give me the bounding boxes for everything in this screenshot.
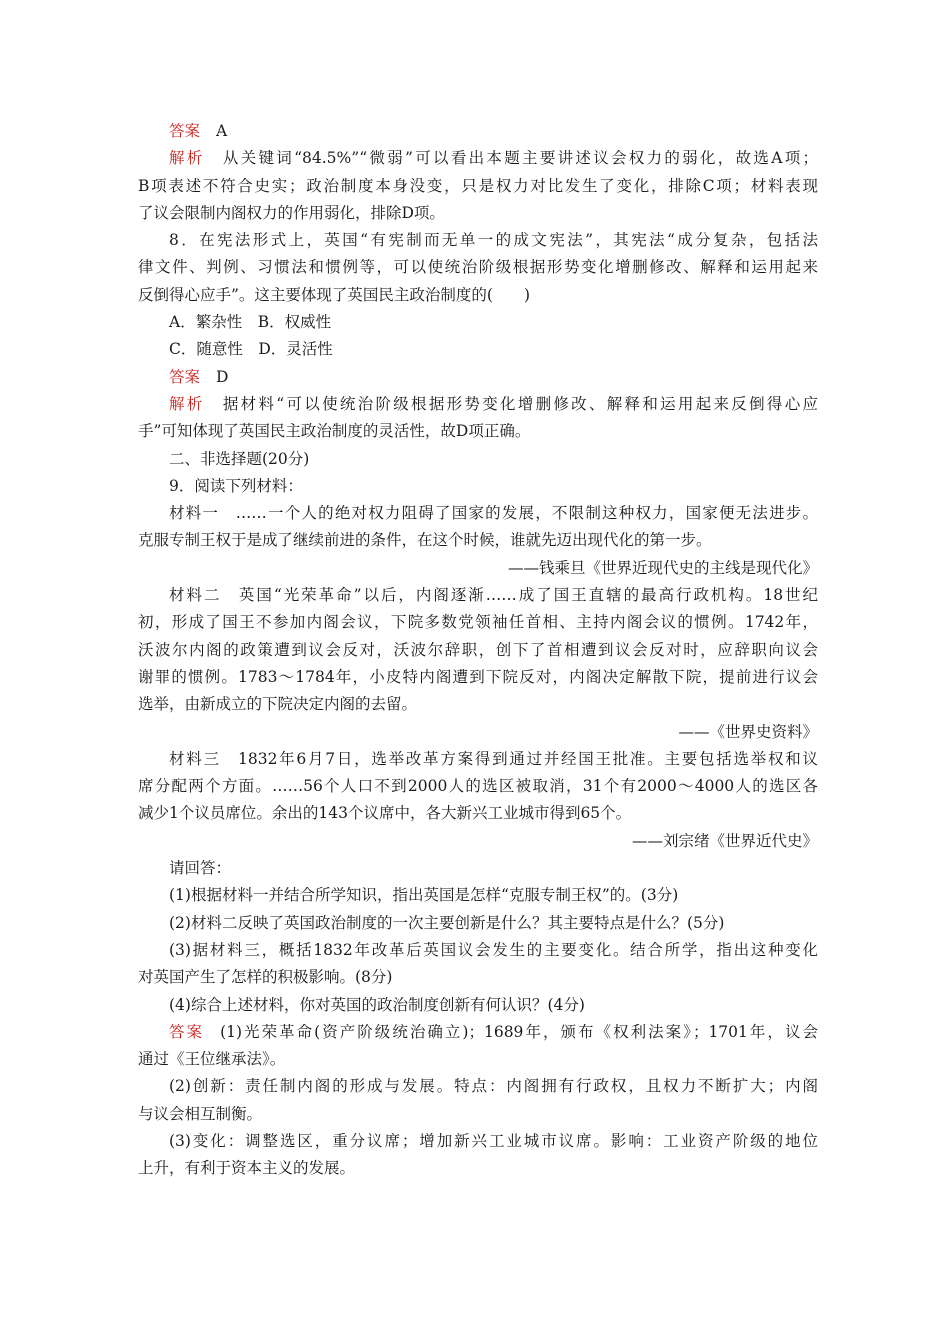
material-2-source: ——《世界史资料》 <box>678 722 818 741</box>
answer-label: 答案 <box>169 122 201 140</box>
analysis-label: 解析 <box>169 149 205 168</box>
q9-answer-2-line: 与议会相互制衡。 <box>138 1104 263 1123</box>
material-2-line: 谢罪的惯例。1783～1784年，小皮特内阁遭到下院反对，内阁决定解散下院，提前进行议会 <box>138 667 818 686</box>
answer-value: D <box>216 367 229 386</box>
q7-analysis-line: B项表述不符合史实；政治制度本身没变，只是权力对比发生了变化，排除C项；材料表现 <box>138 176 818 195</box>
q9-answer-1-line <box>138 1019 818 1046</box>
material-3-source: ——刘宗绪《世界近代史》 <box>631 831 818 850</box>
q8-options-row: A．繁杂性 B．权威性 <box>169 313 332 332</box>
q8-stem-line: 8．在宪法形式上，英国“有宪制而无单一的成文宪法”，其宪法“成分复杂，包括法 <box>169 231 818 250</box>
material-3-line: 材料三 1832年6月7日，选举改革方案得到通过并经国王批准。主要包括选举权和议 <box>169 749 818 768</box>
q7-answer <box>138 118 818 145</box>
q9-subquestion-1: (1)根据材料一并结合所学知识，指出英国是怎样“克服专制王权”的。(3分) <box>169 886 679 905</box>
q9-prompt: 请回答： <box>169 859 232 878</box>
q9-subquestion-4: (4)综合上述材料，你对英国的政治制度创新有何认识？(4分) <box>169 995 585 1014</box>
q8-answer <box>138 364 818 391</box>
material-2-line: 选举，由新成立的下院决定内阁的去留。 <box>138 695 418 714</box>
material-3-line: 减少1个议员席位。余出的143个议席中，各大新兴工业城市得到65个。 <box>138 804 632 823</box>
q8-analysis-line <box>138 391 818 418</box>
material-2-line: 初，形成了国王不参加内阁会议，下院多数党领袖任首相、主持内阁会议的惯例。1742年， <box>138 613 818 632</box>
material-2-line: 沃波尔内阁的政策遭到议会反对，沃波尔辞职，创下了首相遭到议会反对时，应辞职向议会 <box>138 640 818 659</box>
answer-value: A <box>216 122 228 140</box>
material-1-line: 克服专制王权于是成了继续前进的条件，在这个时候，谁就先迈出现代化的第一步。 <box>138 531 712 550</box>
analysis-label: 解析 <box>169 394 205 413</box>
q9-answer-3-line: (3)变化：调整选区，重分议席；增加新兴工业城市议席。影响：工业资产阶级的地位 <box>169 1131 818 1150</box>
answer-label: 答案 <box>169 1022 205 1041</box>
document-page <box>138 118 818 1183</box>
q9-answer-1-line: 通过《王位继承法》。 <box>138 1050 286 1069</box>
q9-subquestion-2: (2)材料二反映了英国政治制度的一次主要创新是什么？其主要特点是什么？(5分) <box>169 913 725 932</box>
analysis-text: 据材料“可以使统治阶级根据形势变化增删修改、解释和运用起来反倒得心应 <box>220 394 818 413</box>
q9-answer-2-line: (2)创新：责任制内阁的形成与发展。特点：内阁拥有行政权，且权力不断扩大；内阁 <box>169 1077 818 1096</box>
material-3-line: 席分配两个方面。……56个人口不到2000人的选区被取消，31个有2000～4000人的选区各 <box>138 777 818 796</box>
answer-label: 答案 <box>169 367 201 386</box>
answer-text: (1)光荣革命(资产阶级统治确立)；1689年，颁布《权利法案》；1701年，议会 <box>220 1022 818 1041</box>
q8-options-row: C．随意性 D．灵活性 <box>169 340 333 359</box>
analysis-text: 从关键词“84.5%”“微弱”可以看出本题主要讲述议会权力的弱化，故选A项； <box>220 149 818 168</box>
material-1-source: ——钱乘旦《世界近现代史的主线是现代化》 <box>507 558 818 577</box>
material-2-line: 材料二 英国“光荣革命”以后，内阁逐渐……成了国王直辖的最高行政机构。18世纪 <box>169 586 818 605</box>
q7-analysis-line: 了议会限制内阁权力的作用弱化，排除D项。 <box>138 203 445 222</box>
q8-analysis-line: 手”可知体现了英国民主政治制度的灵活性，故D项正确。 <box>138 422 531 441</box>
q8-stem-line: 律文件、判例、习惯法和惯例等，可以使统治阶级根据形势变化增删修改、解释和运用起来 <box>138 258 818 277</box>
q9-stem: 9．阅读下列材料： <box>169 476 303 495</box>
section-title: 二、非选择题(20分) <box>169 449 310 468</box>
q9-answer-3-line: 上升，有利于资本主义的发展。 <box>138 1159 356 1178</box>
q9-subquestion-3-line: 对英国产生了怎样的积极影响。(8分) <box>138 968 393 987</box>
material-1-line: 材料一 ……一个人的绝对权力阻碍了国家的发展，不限制这种权力，国家便无法进步。 <box>169 504 818 523</box>
q8-stem-line: 反倒得心应手”。这主要体现了英国民主政治制度的( ) <box>138 285 531 304</box>
q7-analysis-line <box>138 145 818 172</box>
q9-subquestion-3-line: (3)据材料三，概括1832年改革后英国议会发生的主要变化。结合所学，指出这种变化 <box>169 940 818 959</box>
